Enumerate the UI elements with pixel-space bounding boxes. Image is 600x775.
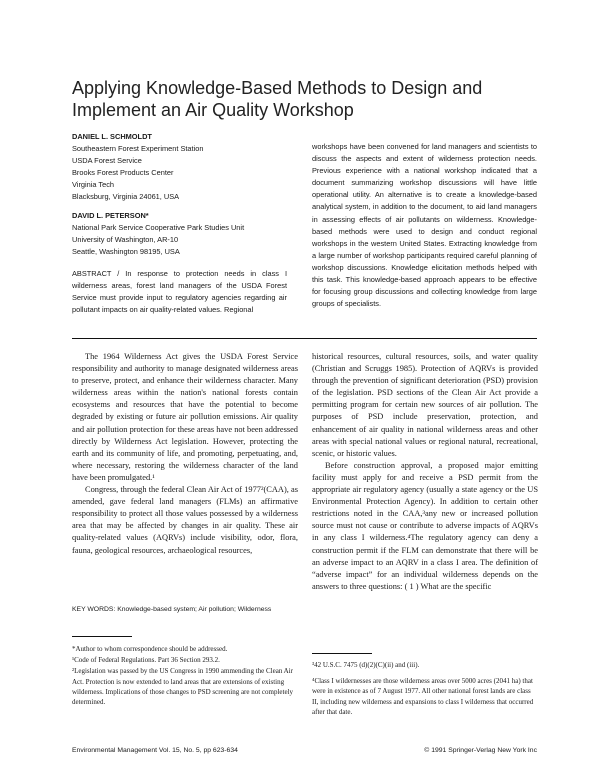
body-column-left bbox=[72, 351, 298, 557]
author-name: DAVID L. PETERSON* bbox=[72, 210, 149, 220]
footnote-divider bbox=[312, 653, 372, 654]
footnote-divider bbox=[72, 636, 132, 637]
footnote: ⁴Class I wildernesses are those wilderness areas over 5000 acres (2041 ha) that were in existence as of 7 August 1977. All other national forest lands are class II, including new wilderness and expansions to class I wilderness that occurred after that date. bbox=[312, 677, 534, 716]
affiliation-line: Seattle, Washington 98195, USA bbox=[72, 246, 180, 256]
author-1 bbox=[72, 131, 287, 204]
body-paragraph: historical resources, cultural resources, soils, and water quality (Christian and Scruggs 1985). Protection of AQRVs is provided through the prevention of significant deterioration (PSD) provision of the legislation. PSD sections of the Clean Air Act provide a permitting program for certain new sources of air pollution. The purposes of PSD include preservation, protection, and enhancement of air quality in national wilderness areas and other areas with special national values or regional natural, recreational, scenic, or historic values. bbox=[312, 352, 538, 458]
footnote: ²Legislation was passed by the US Congress in 1990 ammending the Clean Air Act. Protection is now extended to land areas that are extensions of existing wilderness. Implications of those changes to PSD screening are not completely determined. bbox=[72, 667, 294, 707]
affiliation-line: Virginia Tech bbox=[72, 180, 115, 190]
affiliation-line: Brooks Forest Products Center bbox=[72, 168, 174, 178]
body-paragraph: Before construction approval, a proposed major emitting facility must apply for and receive a PSD permit from the appropriate air regulatory agency (usually a state agency or the US Environmental Protection Agency). In addition to certain other restrictions noted in the CAA,³any new or increased pollution source must not cause or contribute to adverse impacts of AQRVs in any class I wilderness.⁴The regulatory agency can deny a construction permit if the FLM can demonstrate that there will be an adverse impact to an AQRV in a class I area. The definition of “adverse impact” for an individual wilderness depends on the answers to three questions: ( 1 ) What are the specific bbox=[312, 460, 538, 591]
affiliation-line: University of Washington, AR-10 bbox=[72, 234, 179, 244]
abstract-right: workshops have been convened for land managers and scientists to discuss the aspects and extent of wilderness protection needs. Previous experience with a national workshop indicated that a document summarizing workshop discussions will have little operational utility. An alternative is to create a knowledge-based analytical system, in addition to the document, to aid land managers in assessing effects of air pollutants on wilderness. Knowledge-based methods were used to design and conduct regional workshops in the western United States. Extracting knowledge from a large number of workshop participants required careful planning of workshop discussions. Knowledge elicitation methods helped with this task. This knowledge-based approach appears to be effective for focusing group discussions and collecting knowledge from large groups of specialists. bbox=[312, 142, 537, 309]
affiliation-line: Southeastern Forest Experiment Station bbox=[72, 144, 204, 154]
author-2 bbox=[72, 210, 287, 258]
paper-title bbox=[72, 77, 542, 121]
affiliation-line: USDA Forest Service bbox=[72, 156, 142, 166]
abstract-left: ABSTRACT / In response to protection needs in class I wilderness areas, forest land managers of the USDA Forest Service must provide input to regulatory agencies regarding air pollutant impacts on air quality-related values. Regional bbox=[72, 269, 287, 315]
footnote: ¹Code of Federal Regulations. Part 36 Section 293.2. bbox=[72, 656, 220, 665]
body-paragraph: The 1964 Wilderness Act gives the USDA Forest Service responsibility and authority to manage designated wilderness areas to preserve, protect, and enhance their wilderness character. Many wilderness areas within the nation's national forests contain ecosystems and resources that have the potential to become degraded by existing or future air pollution emissions. Air quality and air pollution protection for these areas have not been addressed directly by Wilderness Act legislation. However, protecting the earth and its community of life, and promoting, perpetuating, and, where necessary, restoring the wilderness character of the land have been promulgated.¹ bbox=[72, 352, 298, 482]
title-line-1: Applying Knowledge-Based Methods to Design and bbox=[72, 78, 483, 98]
title-line-2: Implement an Air Quality Workshop bbox=[72, 100, 354, 120]
keywords: KEY WORDS: Knowledge-based system; Air pollution; Wilderness bbox=[72, 606, 272, 613]
footnotes-right bbox=[312, 660, 538, 723]
section-divider bbox=[72, 338, 537, 339]
copyright: © 1991 Springer-Verlag New York Inc bbox=[424, 747, 537, 754]
affiliation-line: National Park Service Cooperative Park Studies Unit bbox=[72, 222, 245, 232]
footnote: ³42 U.S.C. 7475 (d)(2)(C)(ii) and (iii). bbox=[312, 661, 420, 669]
journal-citation: Environmental Management Vol. 15, No. 5, pp 623-634 bbox=[72, 747, 238, 754]
author-name: DANIEL L. SCHMOLDT bbox=[72, 132, 152, 141]
affiliation-line: Blacksburg, Virginia 24061, USA bbox=[72, 192, 180, 202]
body-paragraph: Congress, through the federal Clean Air Act of 1977²(CAA), as amended, gave federal land managers (FLMs) an affirmative responsibility to protect all those values possessed by a wilderness area that may be affected by changes in air quality. These air quality-related values (AQRVs) include visibility, odor, flora, fauna, geological resources, archaeological resources, bbox=[72, 485, 298, 555]
body-column-right bbox=[312, 351, 538, 593]
footnotes-left bbox=[72, 644, 298, 708]
authors-block bbox=[72, 131, 287, 264]
footnote: *Author to whom correspondence should be addressed. bbox=[72, 645, 228, 653]
